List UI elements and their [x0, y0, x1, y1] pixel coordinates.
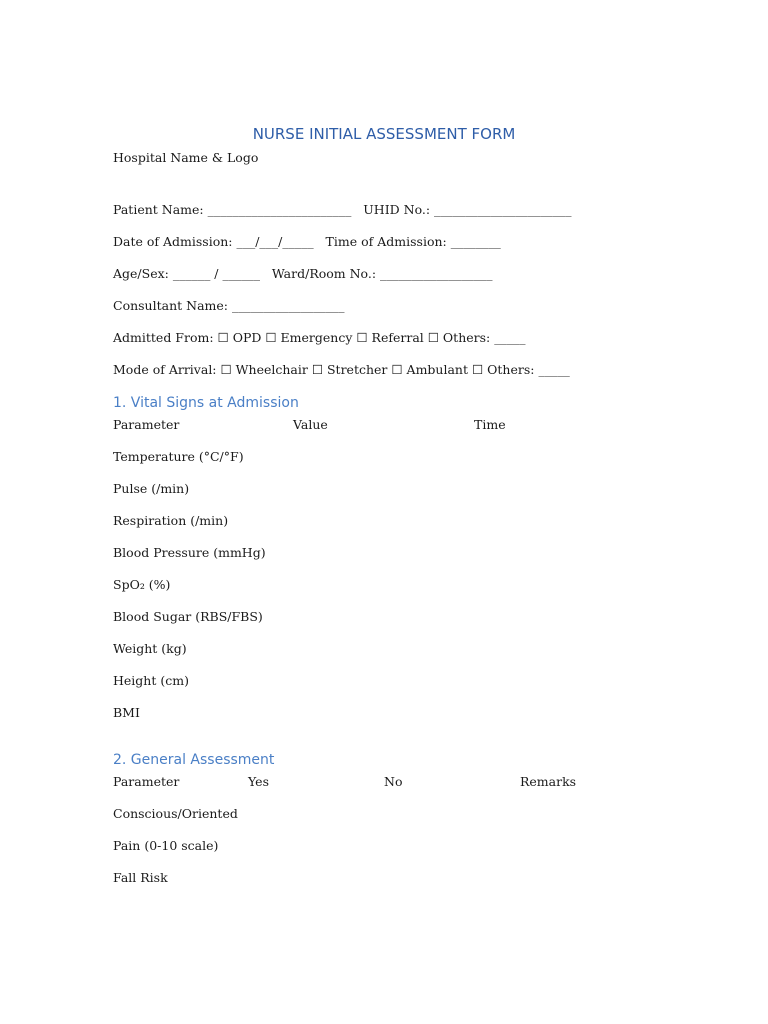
vitals-row-bmi: BMI	[113, 705, 140, 720]
general-row-pain: Pain (0-10 scale)	[113, 838, 219, 853]
admission-date-time-field[interactable]: Date of Admission: ___/___/_____ Time of Admission: ________	[113, 234, 501, 249]
vitals-row-temperature: Temperature (°C/°F)	[113, 449, 244, 464]
vitals-row-respiration: Respiration (/min)	[113, 513, 229, 528]
vital-signs-heading: 1. Vital Signs at Admission	[113, 395, 299, 411]
vitals-row-pulse: Pulse (/min)	[113, 481, 190, 496]
general-col-no: No	[384, 774, 403, 789]
general-row-fall-risk: Fall Risk	[113, 870, 168, 885]
general-col-parameter: Parameter	[113, 774, 180, 789]
form-title: NURSE INITIAL ASSESSMENT FORM	[252, 125, 516, 143]
consultant-name-field[interactable]: Consultant Name: __________________	[113, 298, 345, 313]
general-col-yes: Yes	[248, 774, 269, 789]
vitals-row-weight: Weight (kg)	[113, 641, 187, 656]
general-row-conscious: Conscious/Oriented	[113, 806, 238, 821]
patient-name-uhid-field[interactable]: Patient Name: _______________________ UHID No.: ______________________	[113, 202, 572, 217]
general-col-remarks: Remarks	[520, 774, 577, 789]
age-sex-ward-field[interactable]: Age/Sex: ______ / ______ Ward/Room No.: __________________	[113, 266, 493, 281]
vitals-col-value: Value	[293, 417, 328, 432]
vitals-row-height: Height (cm)	[113, 673, 189, 688]
vitals-row-blood-pressure: Blood Pressure (mmHg)	[113, 545, 266, 560]
vitals-col-parameter: Parameter	[113, 417, 180, 432]
vitals-row-blood-sugar: Blood Sugar (RBS/FBS)	[113, 609, 263, 624]
mode-of-arrival-options[interactable]: Mode of Arrival: ☐ Wheelchair ☐ Stretcher ☐ Ambulant ☐ Others: _____	[113, 362, 570, 377]
vitals-row-spo2: SpO₂ (%)	[113, 577, 171, 592]
vitals-col-time: Time	[474, 417, 506, 432]
hospital-name-logo: Hospital Name & Logo	[113, 150, 259, 165]
admitted-from-options[interactable]: Admitted From: ☐ OPD ☐ Emergency ☐ Referral ☐ Others: _____	[113, 330, 526, 345]
general-assessment-heading: 2. General Assessment	[113, 752, 275, 768]
